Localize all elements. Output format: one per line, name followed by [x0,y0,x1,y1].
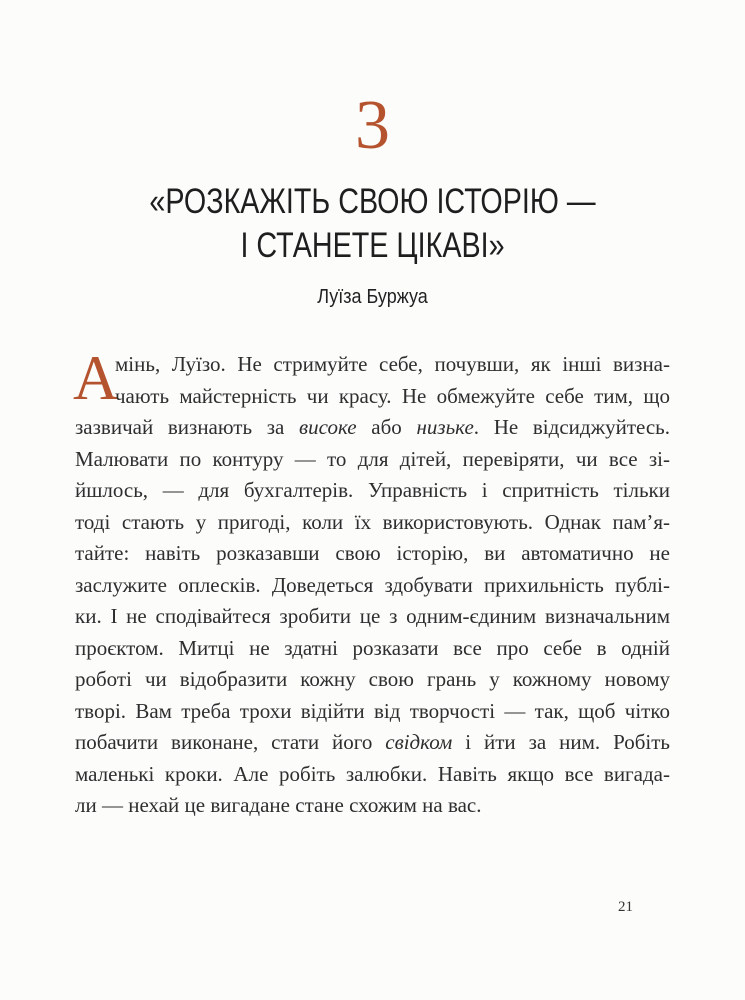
paragraph-line: Малювати по контуру — то для дітей, перевіряти, чи все зі- [75,446,670,471]
body-paragraph [73,343,671,822]
italic-word: свідком [385,730,453,754]
text-run: зазвичай визнають за [75,415,285,439]
paragraph-line [75,412,670,444]
chapter-title-line-1: «РОЗКАЖІТЬ СВОЮ ІСТОРІЮ — [149,182,596,221]
chapter-author: Луїза Буржуа [317,286,428,308]
text-run: і йти за ним. Робіть [465,730,671,754]
italic-word: високе [299,415,357,439]
paragraph-line: ки. І не сподівайтеся зробити це з одним-єдиним визначальним [75,604,670,628]
paragraph-line: проєктом. Митці не здатні розказати все про себе в одній [75,635,670,660]
paragraph-line: маленькі кроки. Але робіть залюбки. Навіть якщо все вигада- [75,761,670,786]
chapter-title [116,180,629,268]
paragraph-line: тайте: навіть розказавши свою історію, ви автоматично не [75,541,670,565]
drop-cap: А [73,343,119,413]
paragraph-line: тоді стають у пригоді, коли їх використовують. Однак пам’я- [75,509,670,534]
paragraph-line: творі. Вам треба трохи відійти від творчості — так, щоб чітко [75,698,670,723]
paragraph-line: роботі чи відобразити кожну свою грань у кожному новому [75,667,670,691]
paragraph-line: ли — нехай це вигадане стане схожим на вас. [75,793,482,817]
paragraph-line [75,727,670,759]
page-number: 21 [618,899,633,915]
chapter-number: 3 [355,87,390,164]
paragraph-line: заслужите оплесків. Доведеться здобувати прихильність публі- [75,572,670,597]
text-run: . Не відсиджуйтесь. [473,415,670,439]
paragraph-line: йшлось, — для бухгалтерів. Управність і спритність тільки [75,478,670,502]
chapter-title-line-2: І СТАНЕТЕ ЦІКАВІ» [240,226,505,265]
text-run: побачити виконане, стати його [75,730,373,754]
paragraph-line: чають майстерність чи красу. Не обмежуйте себе тим, що [115,383,670,408]
italic-word: низьке [416,415,474,439]
paragraph-line: мінь, Луїзо. Не стримуйте себе, почувши, як інші визна- [115,352,670,376]
text-run: або [371,415,402,439]
